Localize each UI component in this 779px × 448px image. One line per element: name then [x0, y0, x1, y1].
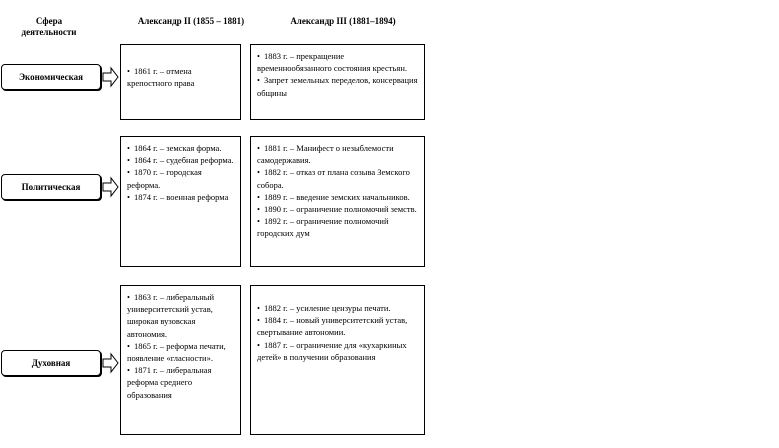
header-alexander3-text: Александр III (1881–1894) — [290, 16, 396, 26]
header-sphere — [8, 16, 90, 38]
political-a2-item: • 1864 г. – земская форма. — [127, 142, 234, 154]
header-sphere-text: Сфера деятельности — [21, 16, 77, 37]
spiritual-alexander3-box — [250, 285, 425, 435]
spiritual-a3-item: • 1887 г. – ограничение для «кухаркиных детей» в получении образования — [257, 339, 418, 363]
header-alexander2 — [118, 16, 264, 27]
spiritual-a2-item: • 1871 г. – либеральная реформа среднего образования — [127, 364, 234, 401]
spiritual-a2-item: • 1865 г. – реформа печати, появление «гласности». — [127, 340, 234, 364]
sphere-economic-label: Экономическая — [18, 72, 84, 82]
political-alexander3-box — [250, 136, 425, 267]
spiritual-alexander2-box — [120, 285, 241, 435]
political-a2-item: • 1864 г. – судебная реформа. — [127, 154, 234, 166]
political-a3-item: • 1889 г. – введение земских начальников. — [257, 191, 418, 203]
political-a3-item: • 1882 г. – отказ от плана созыва Земского собора. — [257, 166, 418, 190]
header-alexander2-text: Александр II (1855 – 1881) — [137, 16, 245, 26]
sphere-political-label: Политическая — [21, 182, 81, 192]
political-alexander2-box — [120, 136, 241, 267]
sphere-political — [1, 174, 101, 200]
arrow-spiritual-icon — [103, 353, 119, 373]
economic-a3-item: • Запрет земельных переделов, консервация общины — [257, 74, 418, 98]
arrow-political-icon — [103, 177, 119, 197]
economic-a3-item: • 1883 г. – прекращение временнообязанного состояния крестьян. — [257, 50, 418, 74]
economic-alexander3-box — [250, 44, 425, 120]
sphere-spiritual-label: Духовная — [31, 358, 71, 368]
sphere-spiritual — [1, 350, 101, 376]
header-alexander3 — [270, 16, 416, 27]
political-a3-item: • 1890 г. – ограничение полномочий земств. — [257, 203, 418, 215]
economic-a2-item: • 1861 г. – отмена крепостного права — [127, 65, 234, 89]
arrow-economic-icon — [103, 67, 119, 87]
political-a2-item: • 1874 г. – военная реформа — [127, 191, 234, 203]
spiritual-a3-item: • 1884 г. – новый университетский устав, свертывание автономии. — [257, 314, 418, 338]
political-a3-item: • 1881 г. – Манифест о незыблемости самодержавия. — [257, 142, 418, 166]
political-a3-item: • 1892 г. – ограничение полномочий городских дум — [257, 215, 418, 239]
spiritual-a2-item: • 1863 г. – либеральный университетский устав, широкая вузовская автономия. — [127, 291, 234, 340]
sphere-economic — [1, 64, 101, 90]
economic-alexander2-box — [120, 44, 241, 120]
spiritual-a3-item: • 1882 г. – усиление цензуры печати. — [257, 302, 418, 314]
political-a2-item: • 1870 г. – городская реформа. — [127, 166, 234, 190]
